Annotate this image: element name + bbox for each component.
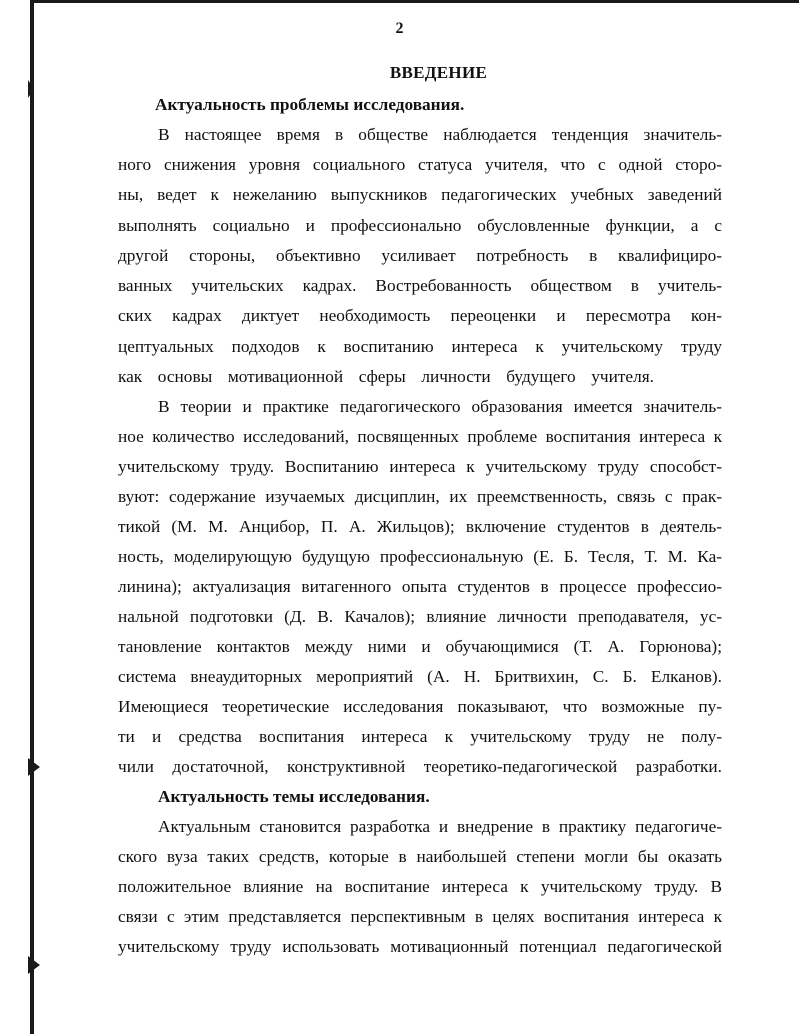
section-heading-topic: Актуальность темы исследования.: [158, 787, 430, 806]
paragraph-line: ти и средства воспитания интереса к учительскому труду не полу-: [118, 727, 722, 746]
paragraph-line: Актуальным становится разработка и внедрение в практику педагогиче-: [158, 817, 722, 836]
section-heading-problem: Актуальность проблемы исследования.: [155, 95, 465, 114]
paragraph-line: ного снижения уровня социального статуса учителя, что с одной сторо-: [118, 155, 722, 174]
paragraph-line: чили достаточной, конструктивной теоретико-педагогической разработки.: [118, 757, 722, 776]
paragraph-line: тикой (М. М. Анцибор, П. А. Жильцов); включение студентов в деятель-: [118, 517, 722, 536]
paragraph-line: Имеющиеся теоретические исследования показывают, что возможные пу-: [118, 697, 722, 716]
page-left-border: [30, 0, 34, 1034]
page-top-border: [30, 0, 799, 3]
paragraph-line: система внеаудиторных мероприятий (А. Н. Бритвихин, С. Б. Елканов).: [118, 667, 722, 686]
paragraph-line: В настоящее время в обществе наблюдается тенденция значитель-: [158, 125, 722, 144]
paragraph-line: В теории и практике педагогического образования имеется значитель-: [158, 397, 722, 416]
scan-margin-mark: [28, 956, 40, 974]
paragraph-line: связи с этим представляется перспективным в целях воспитания интереса к: [118, 907, 722, 926]
paragraph-line: положительное влияние на воспитание интереса к учительскому труду. В: [118, 877, 722, 896]
page-title: ВВЕДЕНИЕ: [389, 63, 488, 82]
paragraph-line: ского вуза таких средств, которые в наибольшей степени могли бы оказать: [118, 847, 722, 866]
page-number: 2: [395, 20, 404, 37]
paragraph-line: ны, ведет к нежеланию выпускников педагогических учебных заведений: [118, 185, 722, 204]
paragraph-line: другой стороны, объективно усиливает потребность в квалифициро-: [118, 246, 722, 265]
paragraph-line: ванных учительских кадрах. Востребованность обществом в учитель-: [118, 276, 722, 295]
paragraph-line: выполнять социально и профессионально обусловленные функции, а с: [118, 216, 722, 235]
paragraph-line: учительскому труду использовать мотивационный потенциал педагогической: [118, 937, 722, 956]
paragraph-line: вуют: содержание изучаемых дисциплин, их преемственность, связь с прак-: [118, 487, 722, 506]
paragraph-line: учительскому труду. Воспитанию интереса к учительскому труду способст-: [118, 457, 722, 476]
paragraph-line: как основы мотивационной сферы личности будущего учителя.: [118, 367, 654, 386]
paragraph-line: цептуальных подходов к воспитанию интереса к учительскому труду: [118, 337, 722, 356]
scan-margin-mark: [28, 758, 40, 776]
paragraph-line: ное количество исследований, посвященных проблеме воспитания интереса к: [118, 427, 722, 446]
paragraph-line: ских кадрах диктует необходимость переоценки и пересмотра кон-: [118, 306, 722, 325]
paragraph-line: линина); актуализация витагенного опыта студентов в процессе профессио-: [118, 577, 722, 596]
paragraph-line: тановление контактов между ними и обучающимися (Т. А. Горюнова);: [118, 637, 722, 656]
paragraph-line: нальной подготовки (Д. В. Качалов); влияние личности преподавателя, ус-: [118, 607, 722, 626]
paragraph-line: ность, моделирующую будущую профессиональную (Е. Б. Тесля, Т. М. Ка-: [118, 547, 722, 566]
